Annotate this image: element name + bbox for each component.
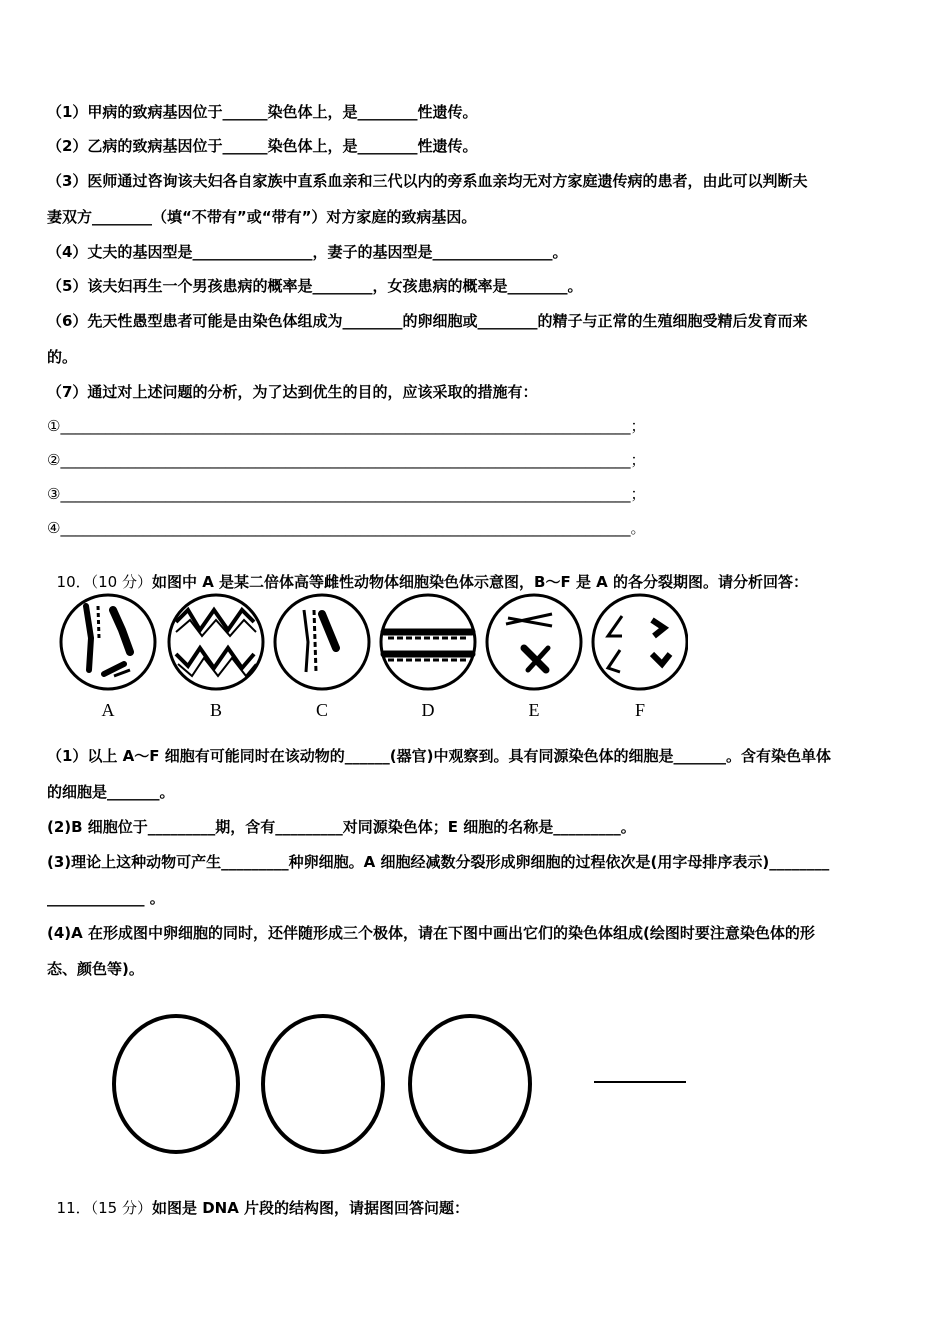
q9-measure-1: ①____________________________________________________________________________；	[47, 417, 646, 435]
fig-label-c: C	[315, 700, 329, 720]
q9-sub5: （5）该夫妇再生一个男孩患病的概率是________，女孩患病的概率是________。	[47, 277, 583, 295]
q10-score: （10 分）	[90, 573, 152, 591]
blank-circle-2	[263, 1016, 383, 1152]
q10-sub3-line1: (3)理论上这种动物可产生_________种卵细胞。A 细胞经减数分裂形成卵细胞的过程依次是(用字母排序表示)________	[47, 853, 830, 871]
q9-measure-2: ②____________________________________________________________________________；	[47, 451, 646, 469]
cell-b	[169, 595, 263, 689]
q10-sub1-line1: （1）以上 A～F 细胞有可能同时在该动物的______(器官)中观察到。具有同源染色体的细胞是_______。含有染色单体	[47, 747, 831, 765]
q10-sub2: (2)B 细胞位于_________期，含有_________对同源染色体；E 细胞的名称是_________。	[47, 818, 636, 836]
cell-e	[487, 595, 581, 689]
q9-sub1: （1）甲病的致病基因位于______染色体上，是________性遗传。	[47, 103, 478, 121]
q10-sub4-line2: 态、颜色等)。	[47, 960, 144, 978]
q9-sub6-line2: 的。	[47, 348, 78, 366]
q10-stem: 如图中 A 是某二倍体高等雌性动物体细胞染色体示意图，B～F 是 A 的各分裂期图。请分析回答：	[152, 573, 809, 591]
q9-sub3-line2: 妻双方________（填“不带有”或“带有”）对方家庭的致病基因。	[47, 208, 477, 226]
q10-number: 10．	[56, 573, 91, 591]
fig-label-a: A	[101, 700, 115, 720]
q9-sub2: （2）乙病的致病基因位于______染色体上，是________性遗传。	[47, 137, 478, 155]
q10-header	[47, 552, 808, 592]
fig-label-e: E	[528, 700, 540, 720]
cell-division-figure	[58, 592, 688, 722]
cell-a	[61, 595, 155, 689]
cell-c	[275, 595, 369, 689]
blank-circle-3	[410, 1016, 530, 1152]
fig-label-b: B	[209, 700, 223, 720]
q9-sub4: （4）丈夫的基因型是________________，妻子的基因型是________________。	[47, 243, 568, 261]
q11-score: （15 分）	[90, 1199, 152, 1217]
q10-sub1-line2: 的细胞是_______。	[47, 783, 175, 801]
blank-circle-1	[114, 1016, 238, 1152]
q9-measure-4: ④____________________________________________________________________________。	[47, 519, 646, 537]
q11-stem: 如图是 DNA 片段的结构图，请据图回答问题：	[152, 1199, 470, 1217]
q11-number: 11．	[56, 1199, 91, 1217]
q10-sub3-line2: _____________ 。	[47, 889, 165, 907]
q11-header	[47, 1178, 469, 1218]
fig-label-d: D	[421, 700, 435, 720]
q10-sub4-line1: (4)A 在形成图中卵细胞的同时，还伴随形成三个极体，请在下图中画出它们的染色体组成(绘图时要注意染色体的形	[47, 924, 815, 942]
q9-sub3-line1: （3）医师通过咨询该夫妇各自家族中直系血亲和三代以内的旁系血亲均无对方家庭遗传病的患者，由此可以判断夫	[47, 172, 808, 190]
cell-d	[381, 595, 475, 689]
cell-f	[593, 595, 687, 689]
polar-body-drawing-area	[110, 1010, 710, 1160]
fig-label-f: F	[634, 700, 646, 720]
q9-measure-3: ③____________________________________________________________________________；	[47, 485, 646, 503]
q9-sub7: （7）通过对上述问题的分析，为了达到优生的目的，应该采取的措施有：	[47, 383, 538, 401]
q9-sub6-line1: （6）先天性愚型患者可能是由染色体组成为________的卵细胞或________的精子与正常的生殖细胞受精后发育而来	[47, 312, 808, 330]
